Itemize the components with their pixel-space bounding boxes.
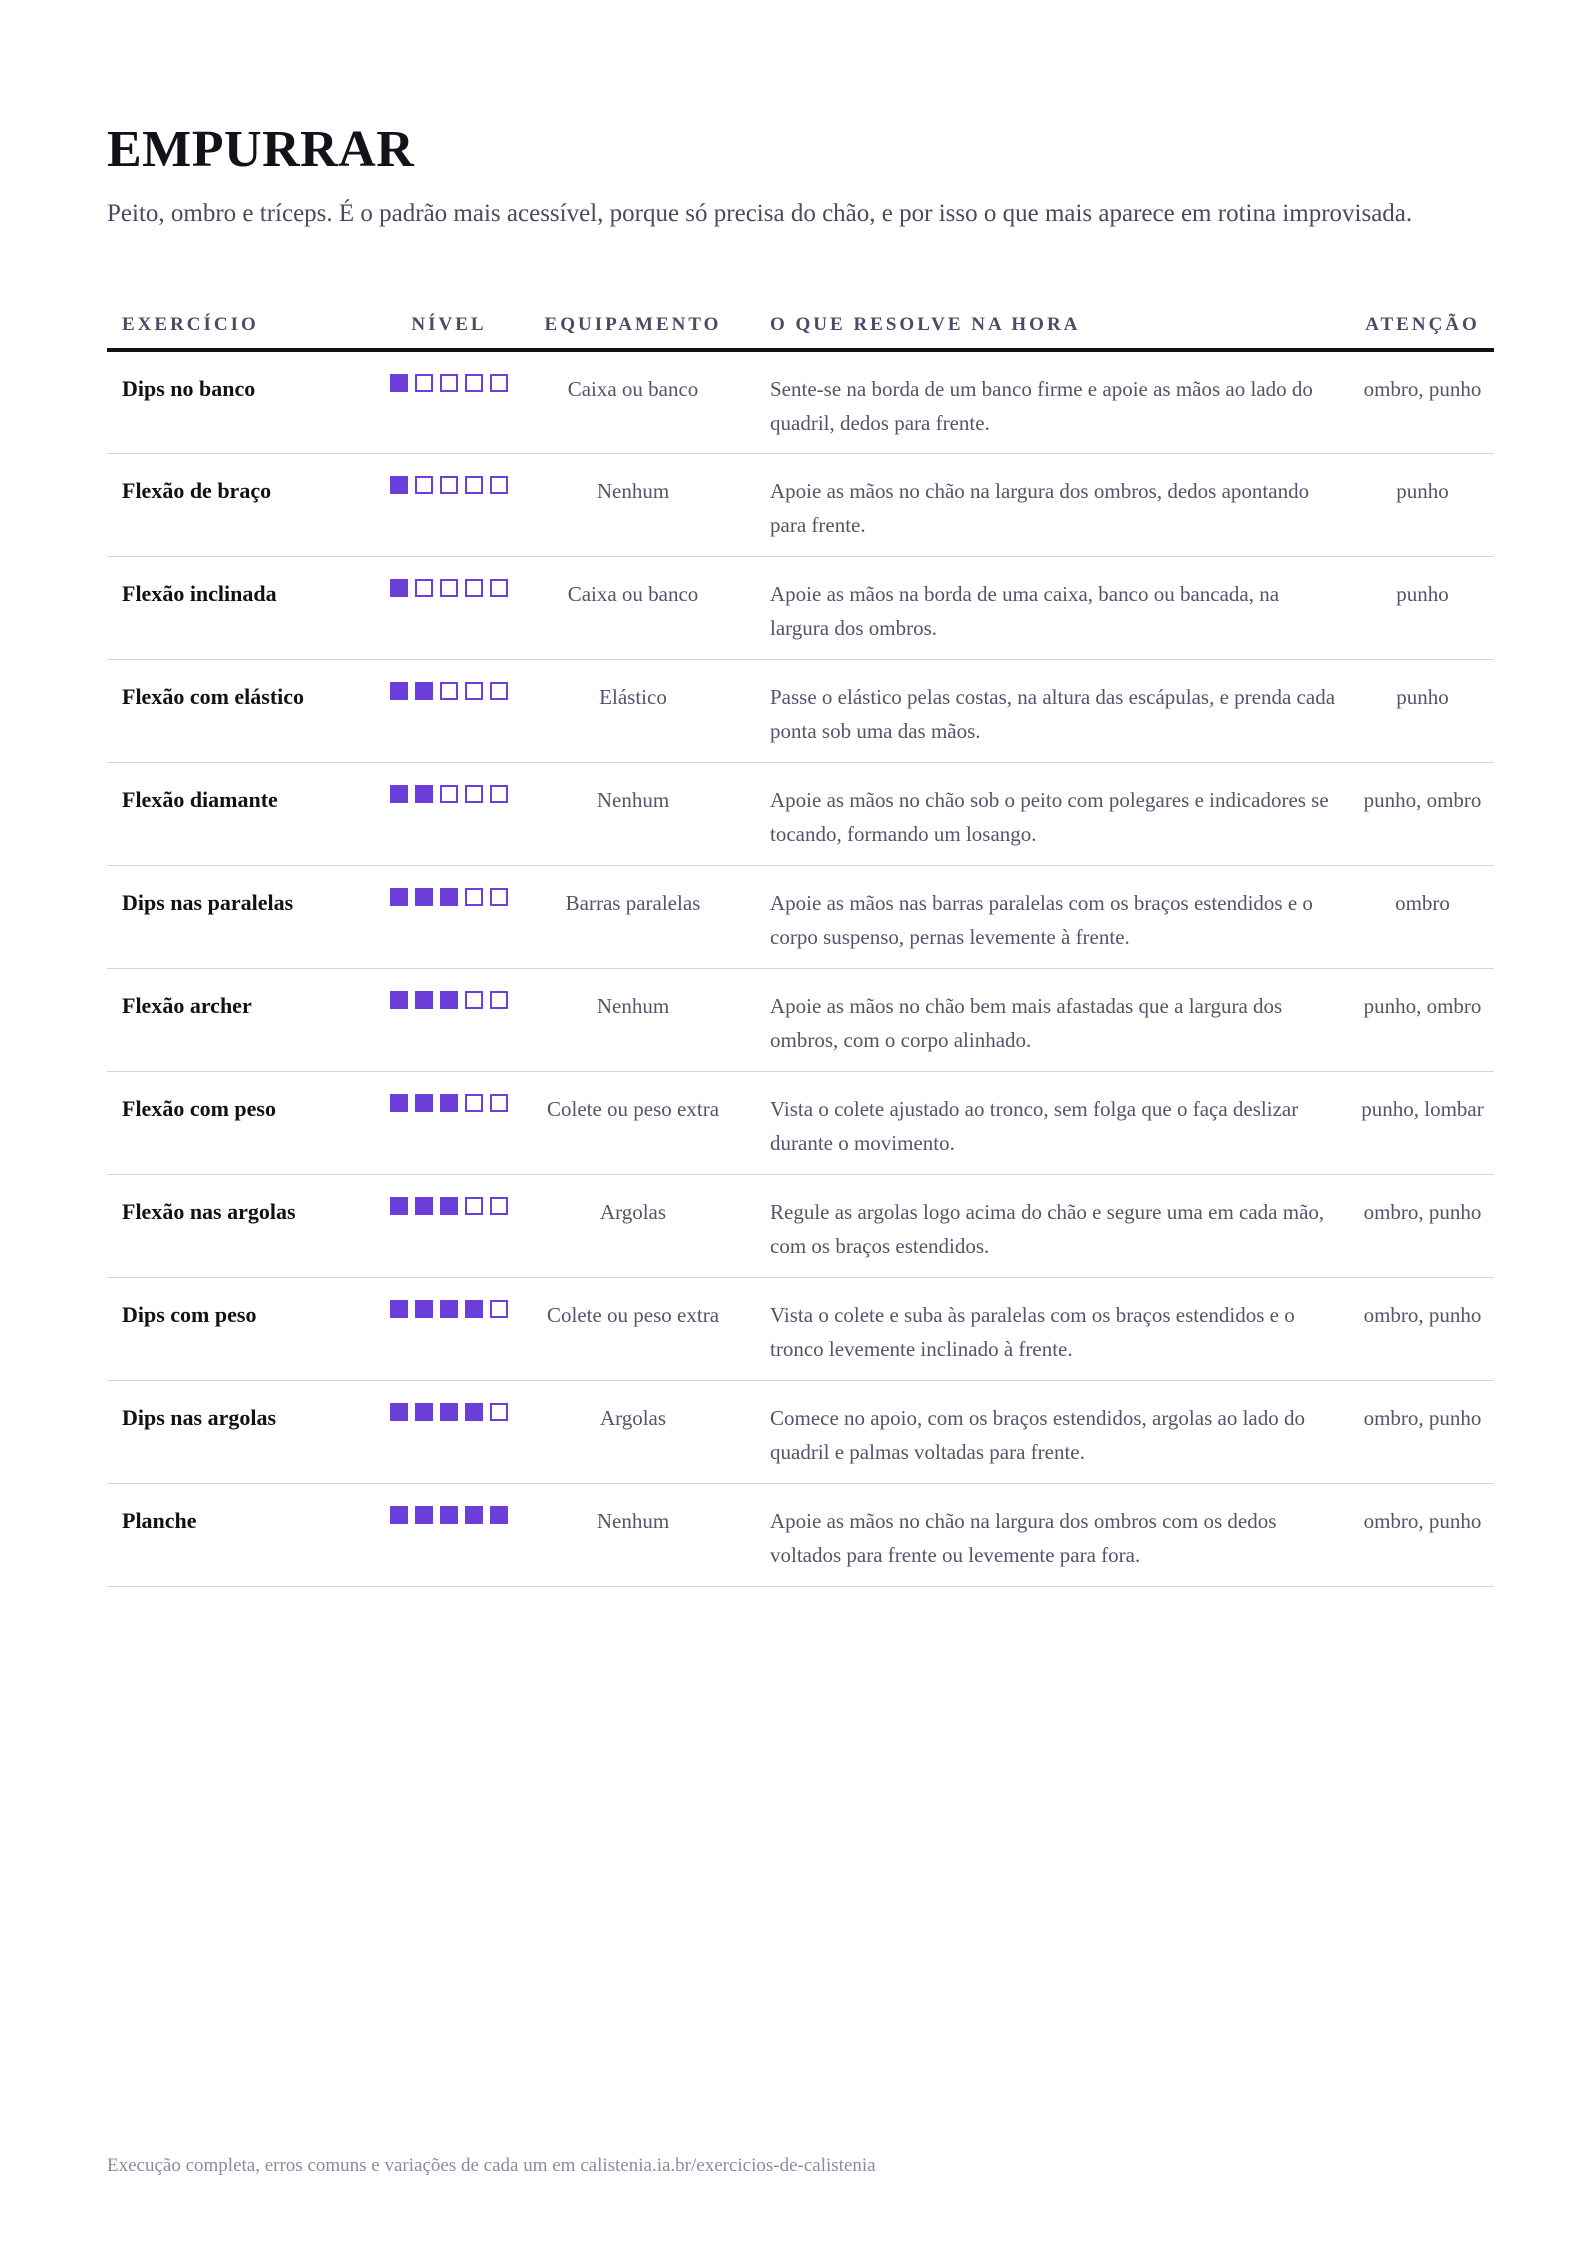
- table-header-row: [107, 286, 1494, 350]
- level-square-empty-icon: [465, 785, 483, 803]
- exercise-description: Apoie as mãos no chão na largura dos ombros com os dedos voltados para frente ou levemente para fora.: [755, 1483, 1351, 1586]
- level-square-empty-icon: [440, 785, 458, 803]
- level-square-filled-icon: [390, 1197, 408, 1215]
- difficulty-level: [387, 453, 511, 556]
- level-indicator: [390, 785, 508, 803]
- level-indicator: [390, 1403, 508, 1421]
- intro-paragraph: Peito, ombro e tríceps. É o padrão mais acessível, porque só precisa do chão, e por isso o que mais aparece em rotina improvisada.: [107, 200, 1413, 227]
- level-square-filled-icon: [390, 991, 408, 1009]
- level-square-filled-icon: [390, 1506, 408, 1524]
- level-square-filled-icon: [415, 1403, 433, 1421]
- equipment: Argolas: [511, 1380, 755, 1483]
- attention-areas: ombro, punho: [1351, 1174, 1494, 1277]
- level-square-empty-icon: [490, 888, 508, 906]
- level-indicator: [390, 1094, 508, 1112]
- level-square-empty-icon: [465, 888, 483, 906]
- level-square-filled-icon: [390, 579, 408, 597]
- attention-areas: ombro, punho: [1351, 1483, 1494, 1586]
- level-square-empty-icon: [465, 374, 483, 392]
- level-square-filled-icon: [415, 888, 433, 906]
- table-row: [107, 453, 1494, 556]
- equipment: Barras paralelas: [511, 865, 755, 968]
- level-square-filled-icon: [440, 1094, 458, 1112]
- level-square-filled-icon: [415, 785, 433, 803]
- table-row: [107, 762, 1494, 865]
- header-attention: ATENÇÃO: [1351, 286, 1494, 350]
- exercise-description: Apoie as mãos no chão bem mais afastadas que a largura dos ombros, com o corpo alinhado.: [755, 968, 1351, 1071]
- equipment: Nenhum: [511, 1483, 755, 1586]
- exercise-name: Dips com peso: [107, 1277, 387, 1380]
- table-row: [107, 1174, 1494, 1277]
- level-square-empty-icon: [490, 991, 508, 1009]
- level-square-filled-icon: [465, 1506, 483, 1524]
- level-square-filled-icon: [440, 888, 458, 906]
- difficulty-level: [387, 350, 511, 453]
- difficulty-level: [387, 968, 511, 1071]
- level-indicator: [390, 374, 508, 392]
- exercise-name: Dips nas paralelas: [107, 865, 387, 968]
- level-indicator: [390, 1506, 508, 1524]
- exercise-name: Planche: [107, 1483, 387, 1586]
- exercise-description: Apoie as mãos no chão sob o peito com polegares e indicadores se tocando, formando um losango.: [755, 762, 1351, 865]
- exercise-description: Apoie as mãos na borda de uma caixa, banco ou bancada, na largura dos ombros.: [755, 556, 1351, 659]
- level-square-empty-icon: [440, 374, 458, 392]
- attention-areas: ombro: [1351, 865, 1494, 968]
- attention-areas: ombro, punho: [1351, 1380, 1494, 1483]
- level-square-filled-icon: [390, 785, 408, 803]
- level-square-filled-icon: [390, 374, 408, 392]
- table-row: [107, 968, 1494, 1071]
- exercise-name: Flexão diamante: [107, 762, 387, 865]
- level-square-filled-icon: [440, 1197, 458, 1215]
- level-square-empty-icon: [440, 579, 458, 597]
- level-square-empty-icon: [490, 579, 508, 597]
- difficulty-level: [387, 762, 511, 865]
- level-square-filled-icon: [415, 1197, 433, 1215]
- level-square-filled-icon: [390, 1403, 408, 1421]
- exercise-name: Flexão archer: [107, 968, 387, 1071]
- level-square-empty-icon: [440, 476, 458, 494]
- level-square-empty-icon: [465, 682, 483, 700]
- level-square-empty-icon: [465, 1197, 483, 1215]
- level-square-filled-icon: [415, 1300, 433, 1318]
- level-square-empty-icon: [490, 1094, 508, 1112]
- exercise-description: Vista o colete ajustado ao tronco, sem folga que o faça deslizar durante o movimento.: [755, 1071, 1351, 1174]
- level-square-filled-icon: [440, 1403, 458, 1421]
- level-square-filled-icon: [415, 682, 433, 700]
- level-square-empty-icon: [465, 579, 483, 597]
- equipment: Argolas: [511, 1174, 755, 1277]
- level-indicator: [390, 888, 508, 906]
- exercise-name: Dips nas argolas: [107, 1380, 387, 1483]
- level-indicator: [390, 476, 508, 494]
- equipment: Nenhum: [511, 762, 755, 865]
- difficulty-level: [387, 1277, 511, 1380]
- exercise-description: Sente-se na borda de um banco firme e apoie as mãos ao lado do quadril, dedos para frente.: [755, 350, 1351, 453]
- level-square-empty-icon: [415, 476, 433, 494]
- level-square-empty-icon: [490, 785, 508, 803]
- level-square-filled-icon: [465, 1403, 483, 1421]
- page-content: [107, 118, 1494, 1587]
- header-equipment: EQUIPAMENTO: [511, 286, 755, 350]
- table-row: [107, 556, 1494, 659]
- difficulty-level: [387, 1380, 511, 1483]
- level-square-empty-icon: [415, 374, 433, 392]
- equipment: Colete ou peso extra: [511, 1071, 755, 1174]
- exercise-name: Flexão com peso: [107, 1071, 387, 1174]
- exercise-description: Apoie as mãos nas barras paralelas com os braços estendidos e o corpo suspenso, pernas levemente à frente.: [755, 865, 1351, 968]
- level-square-filled-icon: [390, 1300, 408, 1318]
- level-indicator: [390, 1197, 508, 1215]
- level-square-empty-icon: [490, 374, 508, 392]
- difficulty-level: [387, 865, 511, 968]
- equipment: Nenhum: [511, 968, 755, 1071]
- level-square-empty-icon: [490, 1403, 508, 1421]
- difficulty-level: [387, 556, 511, 659]
- level-square-filled-icon: [390, 476, 408, 494]
- equipment: Colete ou peso extra: [511, 1277, 755, 1380]
- level-square-filled-icon: [415, 991, 433, 1009]
- level-square-filled-icon: [440, 1300, 458, 1318]
- exercise-description: Passe o elástico pelas costas, na altura das escápulas, e prenda cada ponta sob uma das mãos.: [755, 659, 1351, 762]
- exercise-name: Dips no banco: [107, 350, 387, 453]
- header-level: NÍVEL: [387, 286, 511, 350]
- exercise-name: Flexão de braço: [107, 453, 387, 556]
- attention-areas: punho: [1351, 659, 1494, 762]
- level-square-filled-icon: [465, 1300, 483, 1318]
- attention-areas: punho: [1351, 453, 1494, 556]
- header-description: O QUE RESOLVE NA HORA: [755, 286, 1351, 350]
- difficulty-level: [387, 1071, 511, 1174]
- footer-note: Execução completa, erros comuns e variações de cada um em calistenia.ia.br/exercicios-de-calistenia: [107, 2155, 876, 2176]
- table-row: [107, 1380, 1494, 1483]
- level-square-empty-icon: [465, 476, 483, 494]
- attention-areas: punho: [1351, 556, 1494, 659]
- level-indicator: [390, 991, 508, 1009]
- table-row: [107, 1483, 1494, 1586]
- level-indicator: [390, 579, 508, 597]
- difficulty-level: [387, 1483, 511, 1586]
- difficulty-level: [387, 1174, 511, 1277]
- table-body: [107, 350, 1494, 1586]
- attention-areas: punho, lombar: [1351, 1071, 1494, 1174]
- exercise-description: Vista o colete e suba às paralelas com os braços estendidos e o tronco levemente inclinado à frente.: [755, 1277, 1351, 1380]
- exercise-table: [107, 286, 1494, 1587]
- equipment: Caixa ou banco: [511, 350, 755, 453]
- equipment: Caixa ou banco: [511, 556, 755, 659]
- level-square-filled-icon: [440, 991, 458, 1009]
- exercise-name: Flexão inclinada: [107, 556, 387, 659]
- attention-areas: ombro, punho: [1351, 350, 1494, 453]
- equipment: Nenhum: [511, 453, 755, 556]
- level-square-filled-icon: [390, 1094, 408, 1112]
- level-square-filled-icon: [390, 682, 408, 700]
- table-row: [107, 865, 1494, 968]
- level-square-filled-icon: [415, 1506, 433, 1524]
- exercise-name: Flexão com elástico: [107, 659, 387, 762]
- level-square-empty-icon: [415, 579, 433, 597]
- level-square-empty-icon: [490, 682, 508, 700]
- level-square-filled-icon: [440, 1506, 458, 1524]
- exercise-description: Comece no apoio, com os braços estendidos, argolas ao lado do quadril e palmas voltadas para frente.: [755, 1380, 1351, 1483]
- header-exercise: EXERCÍCIO: [107, 286, 387, 350]
- level-square-empty-icon: [465, 1094, 483, 1112]
- level-indicator: [390, 1300, 508, 1318]
- level-indicator: [390, 682, 508, 700]
- level-square-empty-icon: [465, 991, 483, 1009]
- attention-areas: punho, ombro: [1351, 968, 1494, 1071]
- level-square-empty-icon: [440, 682, 458, 700]
- level-square-filled-icon: [390, 888, 408, 906]
- attention-areas: ombro, punho: [1351, 1277, 1494, 1380]
- level-square-empty-icon: [490, 1197, 508, 1215]
- level-square-empty-icon: [490, 1300, 508, 1318]
- level-square-filled-icon: [490, 1506, 508, 1524]
- table-row: [107, 350, 1494, 453]
- level-square-empty-icon: [490, 476, 508, 494]
- page-title: EMPURRAR: [107, 121, 415, 178]
- table-row: [107, 1071, 1494, 1174]
- equipment: Elástico: [511, 659, 755, 762]
- table-row: [107, 659, 1494, 762]
- attention-areas: punho, ombro: [1351, 762, 1494, 865]
- level-square-filled-icon: [415, 1094, 433, 1112]
- exercise-description: Regule as argolas logo acima do chão e segure uma em cada mão, com os braços estendidos.: [755, 1174, 1351, 1277]
- exercise-description: Apoie as mãos no chão na largura dos ombros, dedos apontando para frente.: [755, 453, 1351, 556]
- difficulty-level: [387, 659, 511, 762]
- exercise-name: Flexão nas argolas: [107, 1174, 387, 1277]
- table-row: [107, 1277, 1494, 1380]
